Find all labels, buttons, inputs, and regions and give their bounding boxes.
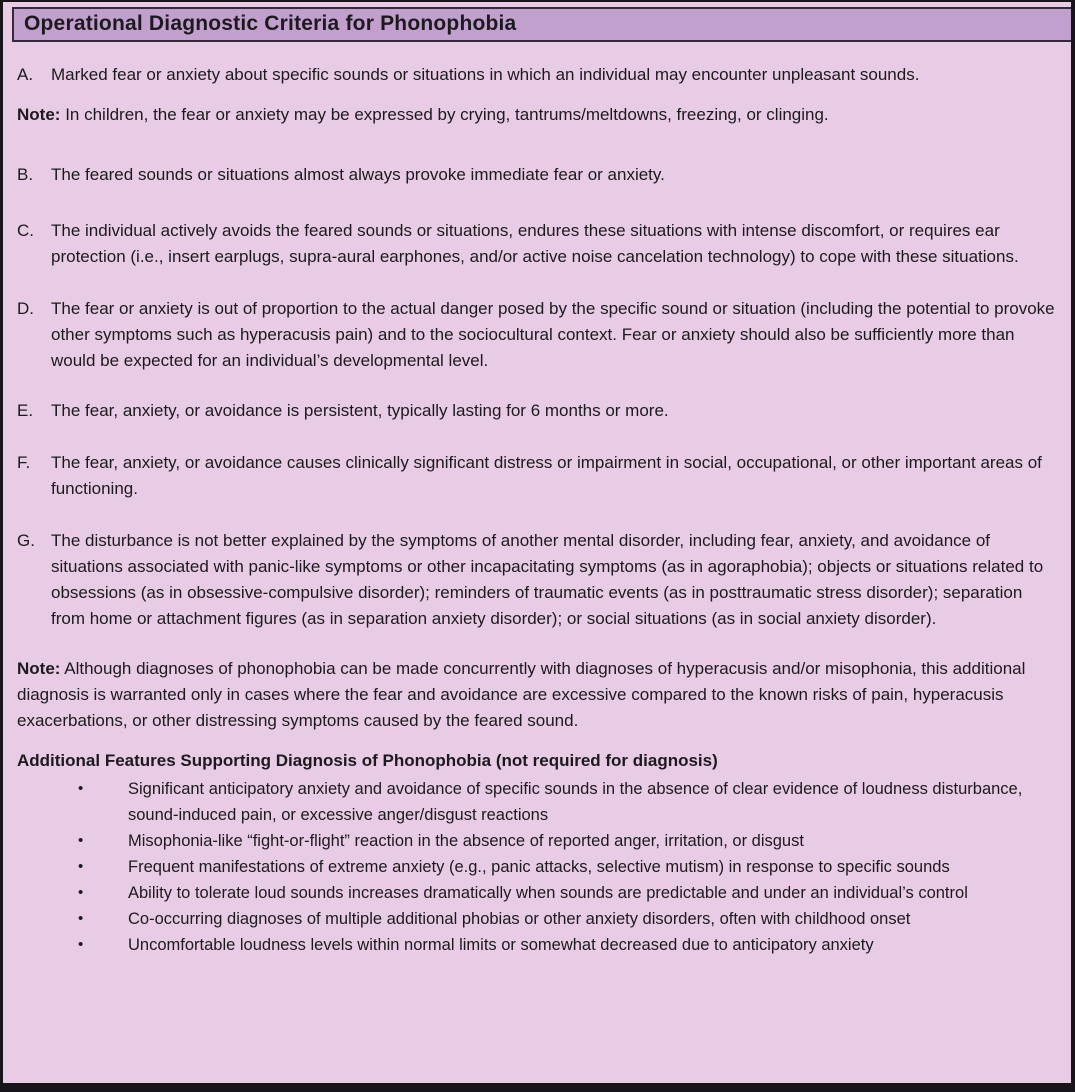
feature-item bbox=[78, 906, 1055, 932]
table-title-bar bbox=[12, 7, 1071, 42]
bullet-icon: • bbox=[78, 832, 84, 849]
feature-item-text: Uncomfortable loudness levels within normal limits or somewhat decreased due to anticipatory anxiety bbox=[128, 936, 874, 954]
criterion-c-letter: C. bbox=[17, 221, 34, 240]
feature-item bbox=[78, 828, 1055, 854]
table-body bbox=[3, 62, 1071, 964]
criterion-e-letter: E. bbox=[17, 401, 34, 420]
bullet-icon: • bbox=[78, 884, 84, 901]
note-concurrent-diagnosis bbox=[17, 656, 1055, 734]
criterion-b-text: The feared sounds or situations almost always provoke immediate fear or anxiety. bbox=[51, 165, 665, 184]
criterion-e-text: The fear, anxiety, or avoidance is persistent, typically lasting for 6 months or more. bbox=[51, 401, 669, 420]
bullet-icon: • bbox=[78, 780, 84, 797]
criterion-b-letter: B. bbox=[17, 165, 34, 184]
criterion-b bbox=[17, 162, 1055, 188]
criterion-c bbox=[17, 218, 1055, 270]
feature-item bbox=[78, 854, 1055, 880]
criterion-g-letter: G. bbox=[17, 531, 35, 550]
bullet-icon: • bbox=[78, 936, 84, 953]
bullet-icon: • bbox=[78, 858, 84, 875]
criterion-d-letter: D. bbox=[17, 299, 34, 318]
note-concurrent-text: Although diagnoses of phonophobia can be made concurrently with diagnoses of hyperacusis and/or misophonia, this additional diagnosis is warranted only in cases where the fear and avoidance are excessive compared to the known risks of pain, hyperacusis exacerbations, or other distressing symptoms caused by the feared sound. bbox=[17, 659, 1026, 730]
criterion-f-text: The fear, anxiety, or avoidance causes clinically significant distress or impairment in social, occupational, or other important areas of functioning. bbox=[51, 453, 1042, 498]
note-children-text: In children, the fear or anxiety may be expressed by crying, tantrums/meltdowns, freezing, or clinging. bbox=[65, 105, 829, 124]
feature-item bbox=[78, 776, 1055, 828]
criterion-f-letter: F. bbox=[17, 453, 31, 472]
criterion-g-text: The disturbance is not better explained by the symptoms of another mental disorder, including fear, anxiety, and avoidance of situations associated with panic-like symptoms or other incapacitating symptoms (as in agoraphobia); objects or situations related to obsessions (as in obsessive-compulsive disorder); reminders of traumatic events (as in posttraumatic stress disorder); separation from home or attachment figures (as in separation anxiety disorder); or social situations (as in social anxiety disorder). bbox=[51, 531, 1044, 628]
criterion-f bbox=[17, 450, 1055, 502]
bullet-icon: • bbox=[78, 910, 84, 927]
criterion-d bbox=[17, 296, 1055, 374]
note-children bbox=[17, 102, 1055, 128]
criterion-a-text: Marked fear or anxiety about specific sounds or situations in which an individual may encounter unpleasant sounds. bbox=[51, 65, 920, 84]
feature-item bbox=[78, 932, 1055, 958]
feature-item-text: Misophonia-like “fight-or-flight” reaction in the absence of reported anger, irritation, or disgust bbox=[128, 832, 804, 850]
additional-features-heading: Additional Features Supporting Diagnosis of Phonophobia (not required for diagnosis) bbox=[17, 751, 718, 770]
additional-features-list bbox=[17, 776, 1055, 958]
feature-item-text: Co-occurring diagnoses of multiple additional phobias or other anxiety disorders, often with childhood onset bbox=[128, 910, 911, 928]
feature-item-text: Ability to tolerate loud sounds increases dramatically when sounds are predictable and under an individual’s control bbox=[128, 884, 968, 902]
criterion-c-text: The individual actively avoids the feared sounds or situations, endures these situations with intense discomfort, or requires ear protection (i.e., insert earplugs, supra-aural earphones, and/or active noise cancelation technology) to cope with these situations. bbox=[51, 221, 1019, 266]
note-concurrent-label: Note: bbox=[17, 659, 61, 678]
table-title: Operational Diagnostic Criteria for Phonophobia bbox=[24, 12, 517, 35]
feature-item bbox=[78, 880, 1055, 906]
criterion-g bbox=[17, 528, 1055, 632]
criterion-e bbox=[17, 398, 1055, 424]
criterion-a-letter: A. bbox=[17, 65, 34, 84]
note-children-label: Note: bbox=[17, 105, 61, 124]
feature-item-text: Frequent manifestations of extreme anxiety (e.g., panic attacks, selective mutism) in response to specific sounds bbox=[128, 858, 950, 876]
criterion-d-text: The fear or anxiety is out of proportion to the actual danger posed by the specific sound or situation (including the potential to provoke other symptoms such as hyperacusis pain) and to the sociocultural context. Fear or anxiety should also be sufficiently more than would be expected for an individual’s developmental level. bbox=[51, 299, 1055, 370]
criterion-a bbox=[17, 62, 1055, 88]
feature-item-text: Significant anticipatory anxiety and avoidance of specific sounds in the absence of clear evidence of loudness disturbance, sound-induced pain, or excessive anger/disgust reactions bbox=[128, 780, 1023, 824]
